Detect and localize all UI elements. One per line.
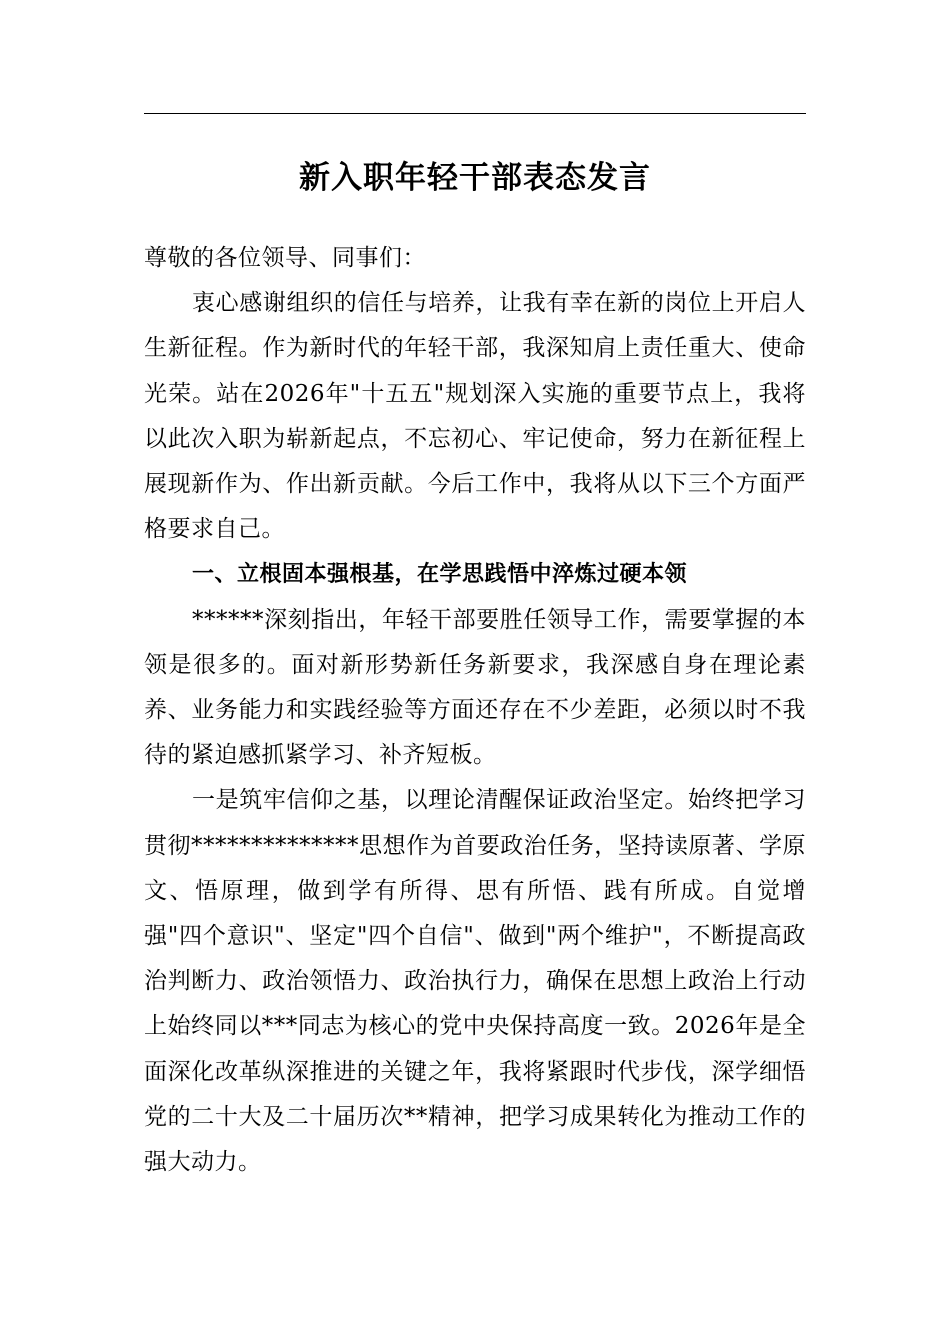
header-rule [144,113,806,114]
document-body [144,236,806,1185]
salutation: 尊敬的各位领导、同事们： [144,245,426,271]
section-heading: 一、立根固本强根基，在学思践悟中淬炼过硬本领 [192,562,688,588]
document-title: 新入职年轻干部表态发言 [299,160,651,196]
paragraph-point-one: 一是筑牢信仰之基，以理论清醒保证政治坚定。始终把学习贯彻**************思想作为首要政治任务，坚持读原著、学原文、悟原理，做到学有所得、思有所悟、践有所成。自觉增强"四个意识"、坚定"四个自信"、做到"两个维护"，不断提高政治判断力、政治领悟力、政治执行力，确保在思想上政治上行动上始终同以***同志为核心的党中央保持高度一致。2026年是全面深化改革纵深推进的关键之年，我将紧跟时代步伐，深学细悟党的二十大及二十届历次**精神，把学习成果转化为推动工作的强大动力。 [144,787,806,1176]
paragraph-intro: 衷心感谢组织的信任与培养，让我有幸在新的岗位上开启人生新征程。作为新时代的年轻干部，我深知肩上责任重大、使命光荣。站在2026年"十五五"规划深入实施的重要节点上，我将以此次入职为崭新起点，不忘初心、牢记使命，努力在新征程上展现新作为、作出新贡献。今后工作中，我将从以下三个方面严格要求自己。 [144,290,806,543]
paragraph-section-intro: ******深刻指出，年轻干部要胜任领导工作，需要掌握的本领是很多的。面对新形势新任务新要求，我深感自身在理论素养、业务能力和实践经验等方面还存在不少差距，必须以时不我待的紧迫感抓紧学习、补齐短板。 [144,606,806,769]
